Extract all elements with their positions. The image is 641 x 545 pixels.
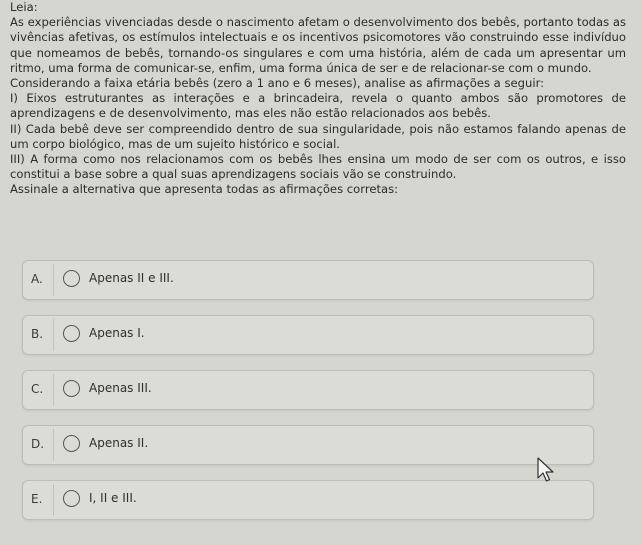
question-paragraph-1: As experiências vivenciadas desde o nascimento afetam o desenvolvimento dos bebês, portanto todas as vivências afetivas, os estímulos intelectuais e os incentivos psicomotores vão construindo esse indivíduo que nomeamos de bebês, tornando-os singulares e com uma história, além de cada um apresentar um ritmo, uma forma de comunicar-se, enfim, uma forma única de ser e de relacionar-se com o mundo.	[10, 15, 627, 75]
option-divider	[53, 429, 54, 461]
question-paragraph-2: Considerando a faixa etária bebês (zero a 1 ano e 6 meses), analise as afirmações a seguir:	[10, 76, 545, 91]
statement-1: I) Eixos estruturantes as interações e a brincadeira, revela o quanto ambos são promotores de aprendizagens e de desenvolvimento, mas eles não estão relacionados aos bebês.	[10, 91, 626, 121]
option-d[interactable]	[22, 425, 594, 465]
option-divider	[53, 484, 54, 516]
radio-unchecked-icon[interactable]	[63, 325, 80, 342]
radio-unchecked-icon[interactable]	[63, 380, 80, 397]
option-b[interactable]	[22, 315, 594, 355]
option-text: I, II e III.	[89, 491, 137, 505]
option-divider	[53, 319, 54, 351]
option-letter: D.	[31, 437, 45, 451]
option-letter: B.	[31, 327, 44, 341]
option-a[interactable]	[22, 260, 594, 300]
radio-unchecked-icon[interactable]	[63, 270, 80, 287]
option-e[interactable]	[22, 480, 594, 520]
option-divider	[53, 264, 54, 296]
option-letter: E.	[31, 492, 43, 506]
option-text: Apenas II e III.	[89, 271, 174, 285]
answer-options	[22, 260, 594, 535]
option-c[interactable]	[22, 370, 594, 410]
option-letter: A.	[31, 272, 43, 286]
option-text: Apenas III.	[89, 381, 152, 395]
radio-unchecked-icon[interactable]	[63, 435, 80, 452]
question-text	[10, 0, 626, 198]
radio-unchecked-icon[interactable]	[63, 490, 80, 507]
statement-3: III) A forma como nos relacionamos com os bebês lhes ensina um modo de ser com os outros, e isso constitui a base sobre a qual suas aprendizagens sociais vão se construindo.	[10, 152, 626, 182]
option-divider	[53, 374, 54, 406]
question-label: Leia:	[10, 0, 38, 14]
option-text: Apenas II.	[89, 436, 149, 450]
mouse-pointer-icon	[536, 457, 556, 483]
option-letter: C.	[31, 382, 44, 396]
question-instruction: Assinale a alternativa que apresenta todas as afirmações corretas:	[10, 182, 399, 197]
statement-2: II) Cada bebê deve ser compreendido dentro de sua singularidade, pois não estamos falando apenas de um corpo biológico, mas de um sujeito histórico e social.	[10, 121, 626, 151]
option-text: Apenas I.	[89, 326, 145, 340]
